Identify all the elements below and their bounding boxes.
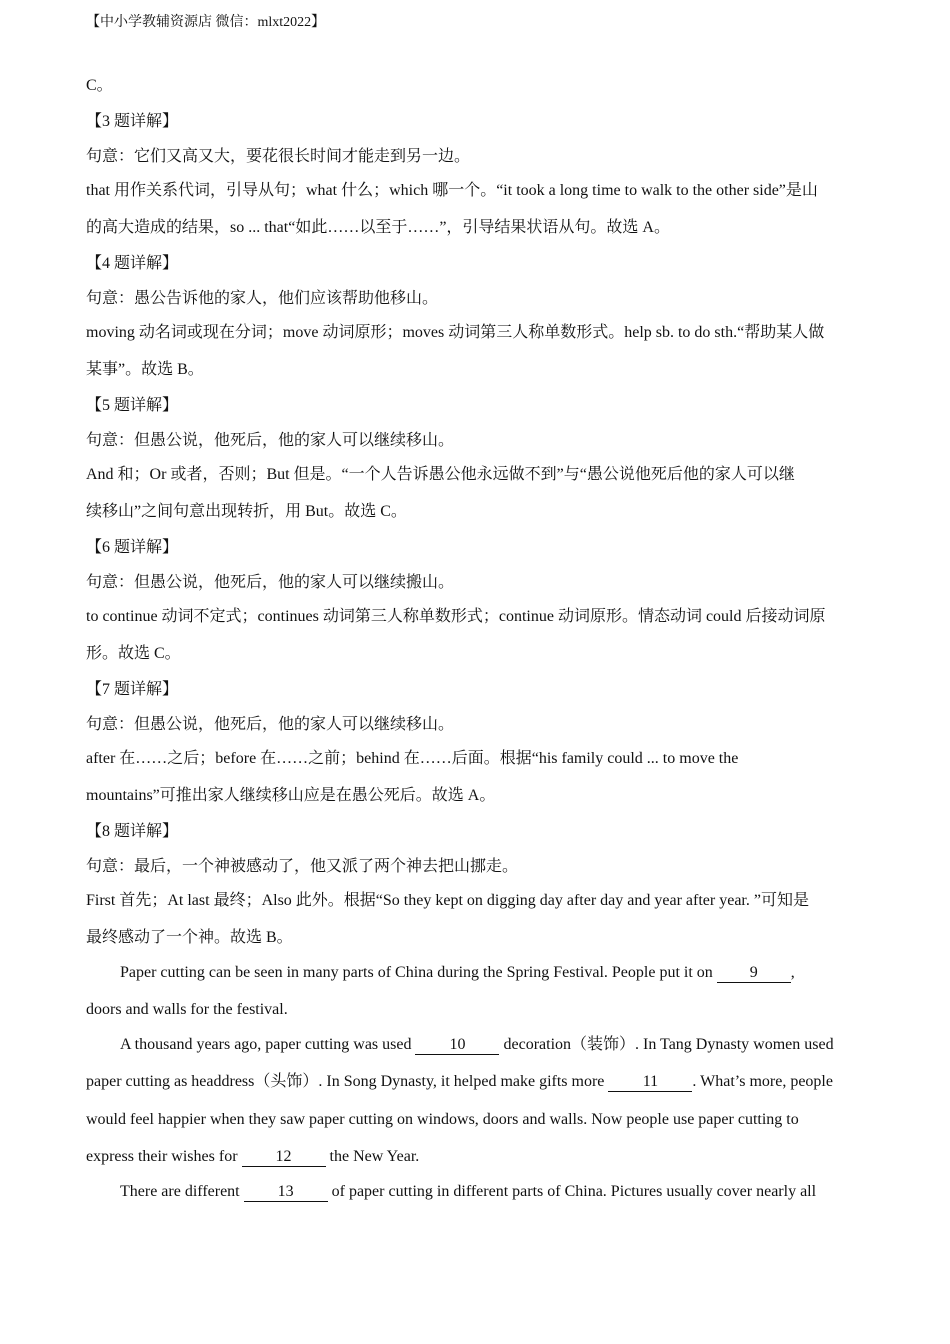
- passage-text: A thousand years ago, paper cutting was used: [120, 1036, 416, 1053]
- page-header-watermark: 【中小学教辅资源店 微信：mlxt2022】: [86, 15, 326, 30]
- passage-text: paper cutting as headdress（头饰）. In Song Dynasty, it helped make gifts more: [86, 1073, 609, 1090]
- q8-explanation-line2: 最终感动了一个神。故选 B。: [86, 929, 293, 946]
- blank-12: 12: [242, 1147, 326, 1167]
- passage-p3-line1: [120, 1181, 816, 1203]
- passage-text: . What’s more, people: [692, 1073, 833, 1090]
- section-heading-q3: 【3 题详解】: [86, 113, 179, 130]
- blank-10: 10: [415, 1035, 499, 1055]
- section-heading-q8: 【8 题详解】: [86, 823, 179, 840]
- q4-meaning: 句意：愚公告诉他的家人，他们应该帮助他移山。: [86, 290, 439, 307]
- blank-11: 11: [608, 1072, 692, 1092]
- blank-9: 9: [717, 963, 791, 983]
- q8-meaning: 句意：最后，一个神被感动了，他又派了两个神去把山挪走。: [86, 858, 519, 875]
- q4-explanation-line2: 某事”。故选 B。: [86, 361, 204, 378]
- passage-text: ,: [790, 964, 795, 981]
- answer-tail: C。: [86, 77, 113, 94]
- passage-p2-line1: [120, 1034, 834, 1056]
- passage-p2-line4: [86, 1146, 419, 1168]
- q7-explanation-line2: mountains”可推出家人继续移山应是在愚公死后。故选 A。: [86, 787, 496, 804]
- passage-text: of paper cutting in different parts of China. Pictures usually cover nearly all: [327, 1183, 817, 1200]
- blank-13: 13: [244, 1182, 328, 1202]
- passage-text: the New Year.: [325, 1148, 420, 1165]
- passage-p1-line2: doors and walls for the festival.: [86, 1001, 288, 1018]
- q4-explanation-line1: moving 动名词或现在分词；move 动词原形；moves 动词第三人称单数形式。help sb. to do sth.“帮助某人做: [86, 324, 825, 341]
- q5-meaning: 句意：但愚公说，他死后，他的家人可以继续移山。: [86, 432, 455, 449]
- section-heading-q5: 【5 题详解】: [86, 397, 179, 414]
- q6-explanation-line2: 形。故选 C。: [86, 645, 181, 662]
- passage-text: express their wishes for: [86, 1148, 242, 1165]
- q8-explanation-line1: First 首先；At last 最终；Also 此外。根据“So they kept on digging day after day and year after year. ”可知是: [86, 892, 809, 909]
- section-heading-q7: 【7 题详解】: [86, 681, 179, 698]
- passage-text: There are different: [120, 1183, 244, 1200]
- passage-p2-line2: [86, 1071, 833, 1093]
- passage-p2-line3: would feel happier when they saw paper cutting on windows, doors and walls. Now people use paper cutting to: [86, 1111, 799, 1128]
- q7-explanation-line1: after 在……之后；before 在……之前；behind 在……后面。根据“his family could ... to move the: [86, 750, 739, 767]
- q6-explanation-line1: to continue 动词不定式；continues 动词第三人称单数形式；continue 动词原形。情态动词 could 后接动词原: [86, 608, 826, 625]
- passage-p1-line1: [120, 962, 795, 984]
- section-heading-q6: 【6 题详解】: [86, 539, 179, 556]
- q3-explanation-line1: that 用作关系代词，引导从句；what 什么；which 哪一个。“it took a long time to walk to the other side”是山: [86, 182, 818, 199]
- q3-meaning: 句意：它们又高又大，要花很长时间才能走到另一边。: [86, 148, 471, 165]
- q5-explanation-line1: And 和；Or 或者，否则；But 但是。“一个人告诉愚公他永远做不到”与“愚公说他死后他的家人可以继: [86, 466, 795, 483]
- passage-text: Paper cutting can be seen in many parts of China during the Spring Festival. People put it on: [120, 964, 717, 981]
- q6-meaning: 句意：但愚公说，他死后，他的家人可以继续搬山。: [86, 574, 455, 591]
- q3-explanation-line2: 的高大造成的结果，so ... that“如此……以至于……”，引导结果状语从句。故选 A。: [86, 219, 670, 236]
- passage-text: decoration（装饰）. In Tang Dynasty women used: [499, 1036, 834, 1053]
- q5-explanation-line2: 续移山”之间句意出现转折，用 But。故选 C。: [86, 503, 407, 520]
- q7-meaning: 句意：但愚公说，他死后，他的家人可以继续移山。: [86, 716, 455, 733]
- section-heading-q4: 【4 题详解】: [86, 255, 179, 272]
